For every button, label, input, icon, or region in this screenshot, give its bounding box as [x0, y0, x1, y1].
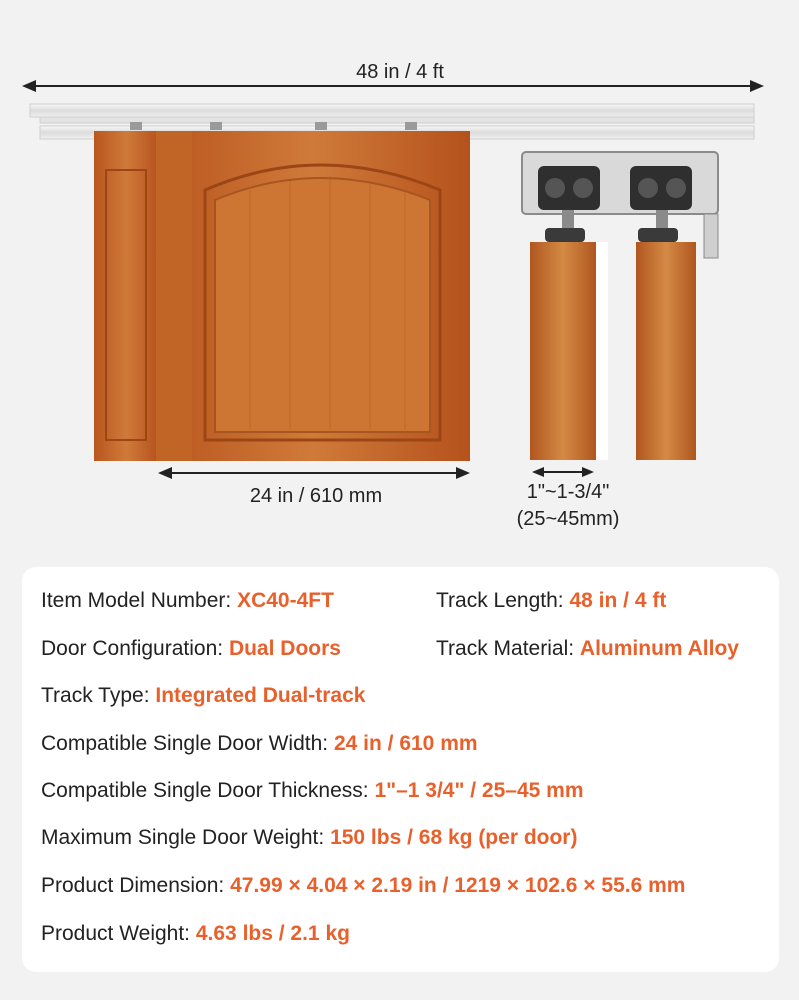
spec-model-value: XC40-4FT [237, 589, 334, 612]
track-length-label: 48 in / 4 ft [356, 61, 444, 83]
spec-door-config [41, 637, 341, 661]
spec-track-material [436, 637, 739, 661]
thickness-label-line1: 1"~1-3/4" [526, 481, 610, 503]
spec-door-thickness-label: Compatible Single Door Thickness: [41, 779, 375, 802]
spec-weight [41, 922, 350, 946]
spec-max-weight-value: 150 lbs / 68 kg (per door) [330, 826, 578, 849]
specifications-card [22, 567, 779, 972]
spec-track-material-label: Track Material: [436, 637, 580, 660]
spec-door-thickness [41, 779, 584, 803]
thickness-label-line2: (25~45mm) [516, 508, 620, 530]
spec-door-width-value: 24 in / 610 mm [333, 732, 478, 755]
spec-max-weight [41, 826, 577, 850]
spec-weight-value: 4.63 lbs / 2.1 kg [195, 922, 350, 945]
spec-door-thickness-value: 1"–1 3/4" / 25–45 mm [374, 779, 584, 802]
spec-dimension [41, 874, 685, 898]
spec-dimension-label: Product Dimension: [41, 874, 231, 897]
spec-door-config-label: Door Configuration: [41, 637, 229, 660]
spec-track-length [436, 589, 666, 613]
spec-door-width [41, 732, 478, 756]
spec-max-weight-label: Maximum Single Door Weight: [41, 826, 331, 849]
door-width-arrow [158, 467, 470, 479]
spec-model [41, 589, 334, 613]
spec-track-length-value: 48 in / 4 ft [569, 589, 667, 612]
spec-dimension-value: 47.99 × 4.04 × 2.19 in / 1219 × 102.6 × 55.6 mm [230, 874, 686, 897]
side-view-hardware [522, 152, 718, 460]
door-front-view [94, 131, 470, 461]
door-width-label: 24 in / 610 mm [249, 485, 383, 507]
thickness-arrow [532, 467, 594, 477]
spec-track-length-label: Track Length: [436, 589, 570, 612]
spec-door-config-value: Dual Doors [228, 637, 341, 660]
spec-track-type-value: Integrated Dual-track [155, 684, 366, 707]
spec-track-type-label: Track Type: [41, 684, 156, 707]
spec-model-label: Item Model Number: [41, 589, 238, 612]
spec-track-material-value: Aluminum Alloy [579, 637, 739, 660]
spec-track-type [41, 684, 365, 708]
spec-weight-label: Product Weight: [41, 922, 196, 945]
spec-door-width-label: Compatible Single Door Width: [41, 732, 334, 755]
